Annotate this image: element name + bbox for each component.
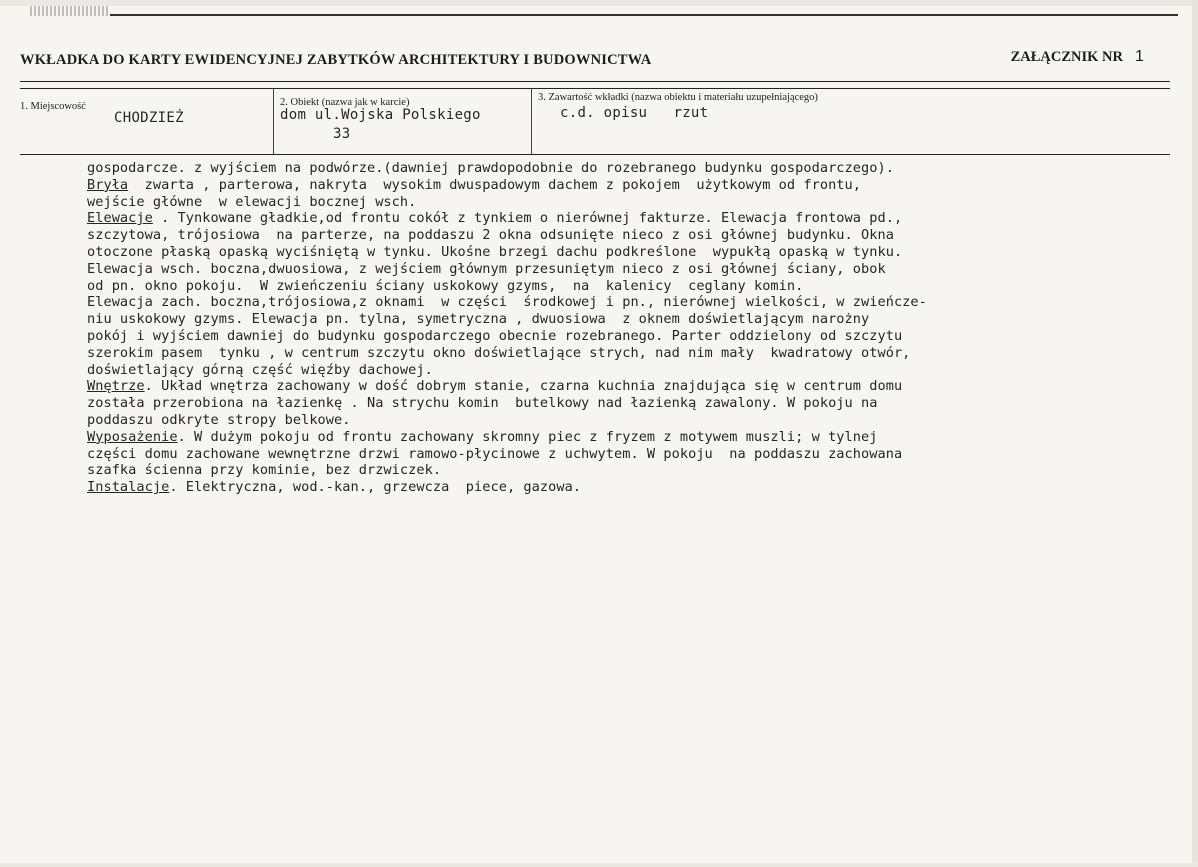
fields-bottom-rule: [20, 154, 1170, 155]
description-line: Elewacja wsch. boczna,dwuosiowa, z wejściem głównym przesuniętym nieco z osi głównej ściany, obok: [87, 260, 886, 277]
section-text: zwarta , parterowa, nakryta wysokim dwuspadowym dachem z pokojem użytkowym od frontu,: [128, 176, 862, 193]
section-heading: Bryła: [87, 176, 129, 193]
card-right-edge: [1192, 0, 1198, 867]
perforation-mark: [30, 6, 110, 16]
section-text: . W dużym pokoju od frontu zachowany skromny piec z fryzem z motywem muszli; w tylnej: [177, 428, 878, 445]
object-label: 2. Obiekt (nazwa jak w karcie): [280, 97, 410, 108]
section-heading: Instalacje: [87, 479, 170, 496]
section-text: . Tynkowane gładkie,od frontu cokół z tynkiem o nierównej fakturze. Elewacja frontowa pd.,: [152, 210, 903, 227]
card-top-edge: [0, 0, 1198, 6]
locality-value: CHODZIEŻ: [114, 110, 184, 126]
description-line: doświetlający górną część więźby dachowej.: [87, 361, 433, 378]
section-heading: Wnętrze: [87, 378, 145, 395]
description-line: szafka ścienna przy kominie, bez drzwiczek.: [87, 462, 442, 479]
description-line: [87, 177, 1147, 194]
description-text: [87, 160, 1147, 496]
fields-top-rule: [20, 88, 1170, 89]
description-line: niu uskokowy gzyms. Elewacja pn. tylna, symetryczna , dwuosiowa z oknem doświetlającym narożny: [87, 311, 870, 328]
section-text: . Układ wnętrza zachowany w dość dobrym stanie, czarna kuchnia znajdująca się w centrum domu: [144, 378, 903, 395]
card-bottom-edge: [0, 863, 1198, 867]
description-line: otoczone płaską opaską wyciśniętą w tynku. Ukośne brzegi dachu podkreślone wypukłą opaską w tynku.: [87, 243, 903, 260]
section-heading: Wyposażenie: [87, 428, 178, 445]
annex-number: 1: [1135, 48, 1144, 65]
description-line: poddaszu odkryte stropy belkowe.: [87, 411, 351, 428]
section-text: . Elektryczna, wod.-kan., grzewcza piece, gazowa.: [169, 479, 582, 496]
section-heading: Elewacje: [87, 210, 153, 227]
content-value: c.d. opisu rzut: [560, 105, 709, 121]
description-line: Elewacja zach. boczna,trójosiowa,z oknami w części środkowej i pn., nierównej wielkości, w zwieńcze-: [87, 294, 927, 311]
top-rule: [110, 14, 1178, 16]
description-line: szerokim pasem tynku , w centrum szczytu okno doświetlające strych, nad nim mały kwadratowy otwór,: [87, 344, 911, 361]
locality-label: 1. Miejscowość: [20, 101, 86, 112]
description-line: została przerobiona na łazienkę . Na strychu komin butelkowy nad łazienką zawalony. W pokoju na: [87, 395, 878, 412]
description-line: pokój i wyjściem dawniej do budynku gospodarczego obecnie rozebranego. Parter oddzielony od szczytu: [87, 327, 903, 344]
field-divider-2: [531, 88, 532, 154]
description-line: [87, 429, 1147, 446]
description-line: [87, 378, 1147, 395]
object-value-line2: 33: [333, 126, 351, 142]
content-label: 3. Zawartość wkładki (nazwa obiektu i materiału uzupełniającego): [538, 92, 818, 103]
annex-label: ZAŁĄCZNIK NR: [1010, 49, 1123, 65]
field-divider-1: [273, 88, 274, 154]
description-line: od pn. okno pokoju. W zwieńczeniu ściany uskokowy gzyms, na kalenicy ceglany komin.: [87, 277, 804, 294]
description-line: części domu zachowane wewnętrzne drzwi ramowo-płycinowe z uchwytem. W pokoju na poddaszu zachowana: [87, 445, 903, 462]
card-title: WKŁADKA DO KARTY EWIDENCYJNEJ ZABYTKÓW ARCHITEKTURY I BUDOWNICTWA: [20, 52, 652, 68]
description-line: szczytowa, trójosiowa na parterze, na poddaszu 2 okna odsunięte nieco z osi głównej budynku. Okna: [87, 227, 894, 244]
description-line: gospodarcze. z wyjściem na podwórze.(dawniej prawdopodobnie do rozebranego budynku gospodarczego).: [87, 160, 894, 176]
description-line: [87, 210, 1147, 227]
description-line: [87, 479, 1147, 496]
header-rule: [20, 81, 1170, 82]
object-value-line1: dom ul.Wojska Polskiego: [280, 107, 481, 123]
description-line: wejście główne w elewacji bocznej wsch.: [87, 193, 417, 210]
